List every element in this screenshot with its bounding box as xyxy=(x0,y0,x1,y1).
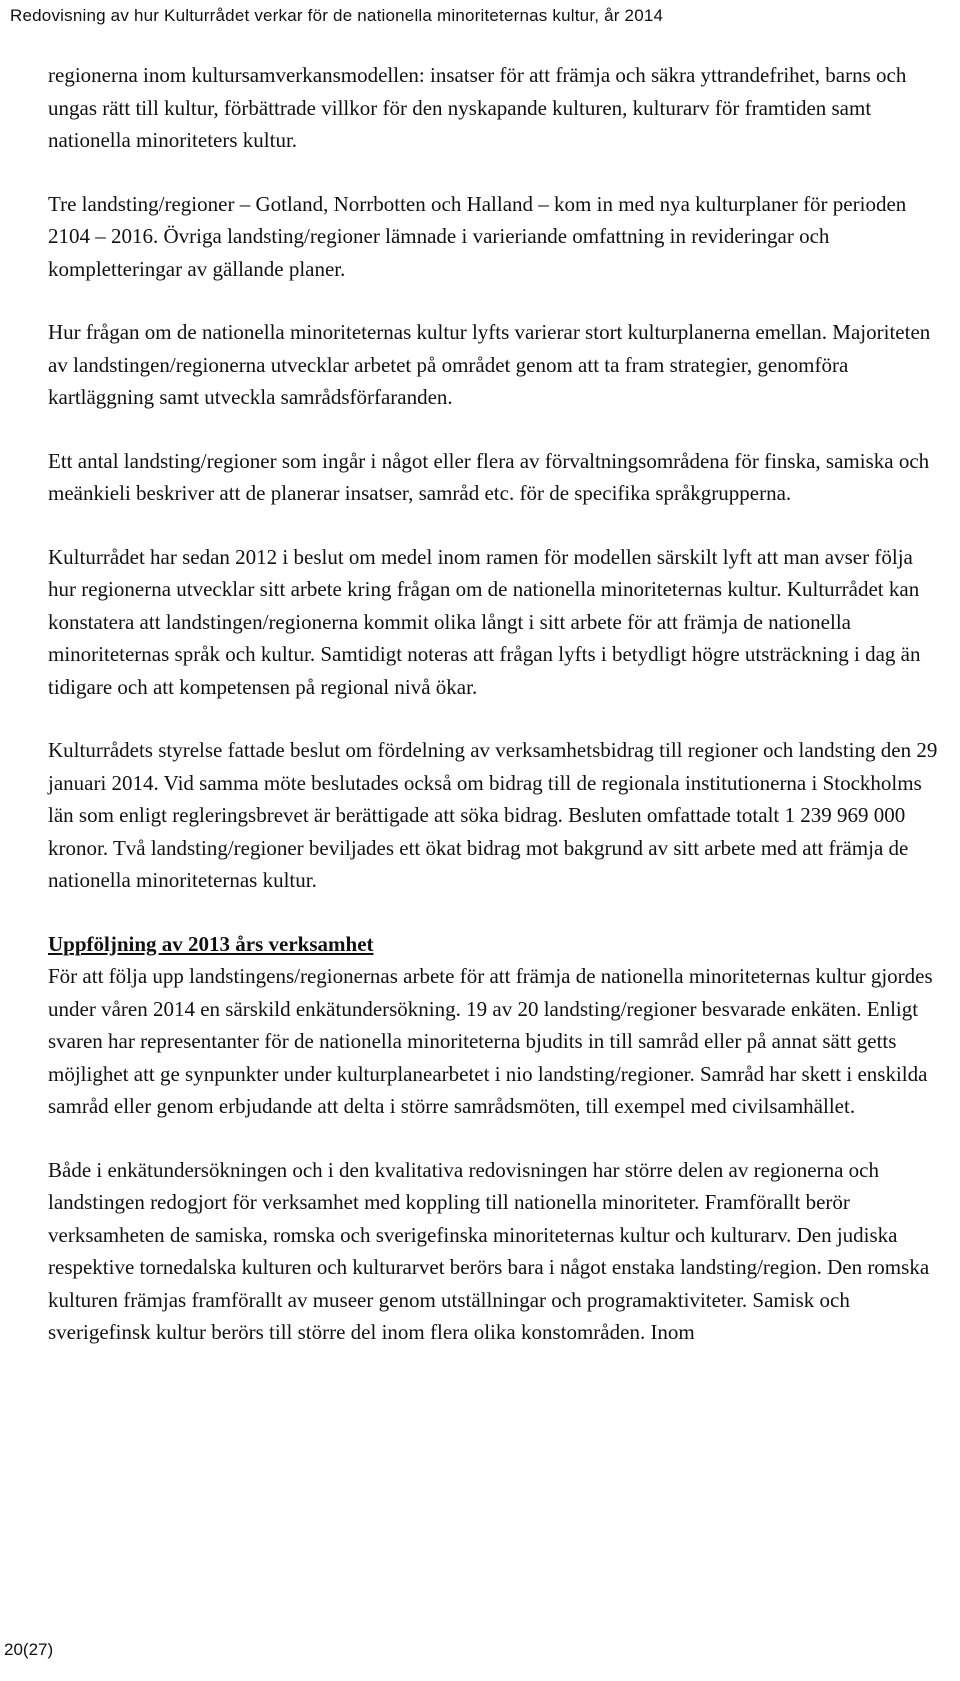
paragraph: Kulturrådet har sedan 2012 i beslut om medel inom ramen för modellen särskilt lyft att man avser följa hur regionerna utvecklar sitt arbete kring frågan om de nationella minoriteternas kultur. Kulturrådet kan konstatera att landstingen/regionerna kommit olika långt i sitt arbete för att främja de nationella minoriteternas språk och kultur. Samtidigt noteras att frågan lyfts i betydligt högre utsträckning i dag än tidigare och att kompetensen på regional nivå ökar. xyxy=(48,544,921,699)
paragraph: För att följa upp landstingens/regionernas arbete för att främja de nationella minoriteternas kultur gjordes under våren 2014 en särskild enkätundersökning. 19 av 20 landsting/regioner besvarade enkäten. Enligt svaren har representanter för de nationella minoriteterna bjudits in till samråd eller på annat sätt getts möjlighet att ge synpunkter under kulturplanearbetet i nio landsting/regioner. Samråd har skett i enskilda samråd eller genom erbjudande att delta i större samrådsmöten, till exempel med civilsamhället. xyxy=(48,964,933,1118)
paragraph: regionerna inom kultursamverkansmodellen: insatser för att främja och säkra yttrandefrihet, barns och ungas rätt till kultur, förbättrade villkor för den nyskapande kulturen, kulturarv för framtiden samt nationella minoriteters kultur. xyxy=(48,63,907,152)
paragraph: Ett antal landsting/regioner som ingår i något eller flera av förvaltningsområdena för finska, samiska och meänkieli beskriver att de planerar insatser, samråd etc. för de specifika språkgrupperna. xyxy=(48,448,930,505)
paragraph: Hur frågan om de nationella minoriteternas kultur lyfts varierar stort kulturplanerna emellan. Majoriteten av landstingen/regionerna utvecklar arbetet på området genom att ta fram strategier, genomföra kartläggning samt utveckla samrådsförfaranden. xyxy=(48,320,931,409)
paragraph: Tre landsting/regioner – Gotland, Norrbotten och Halland – kom in med nya kulturplaner för perioden 2104 – 2016. Övriga landsting/regioner lämnade i varieriande omfattning in revideringar och kompletteringar av gällande planer. xyxy=(48,191,907,281)
document-header: Redovisning av hur Kulturrådet verkar för de nationella minoriteternas kultur, år 2014 xyxy=(10,6,664,25)
paragraph: Både i enkätundersökningen och i den kvalitativa redovisningen har större delen av regionerna och landstingen redogjort för verksamhet med koppling till nationella minoriteter. Framförallt berör verksamheten de samiska, romska och sverigefinska minoriteternas kultur och kulturarv. Den judiska respektive tornedalska kulturen och kulturarvet berörs bara i något enstaka landsting/region. Den romska kulturen främjas framförallt av museer genom utställningar och programaktiviteter. Samisk och sverigefinsk kultur berörs till större del inom flera olika konstområden. Inom xyxy=(48,1157,930,1344)
document-body xyxy=(48,59,943,1380)
paragraph: Kulturrådets styrelse fattade beslut om fördelning av verksamhetsbidrag till regioner och landsting den 29 januari 2014. Vid samma möte beslutades också om bidrag till de regionala institutionerna i Stockholms län som enligt regleringsbrevet är berättigade att söka bidrag. Besluten omfattade totalt 1 239 969 000 kronor. Två landsting/regioner beviljades ett ökat bidrag mot bakgrund av sitt arbete med att främja de nationella minoriteternas kultur. xyxy=(48,738,938,892)
section-heading: Uppföljning av 2013 års verksamhet xyxy=(48,931,374,956)
page-number: 20(27) xyxy=(4,1640,54,1659)
